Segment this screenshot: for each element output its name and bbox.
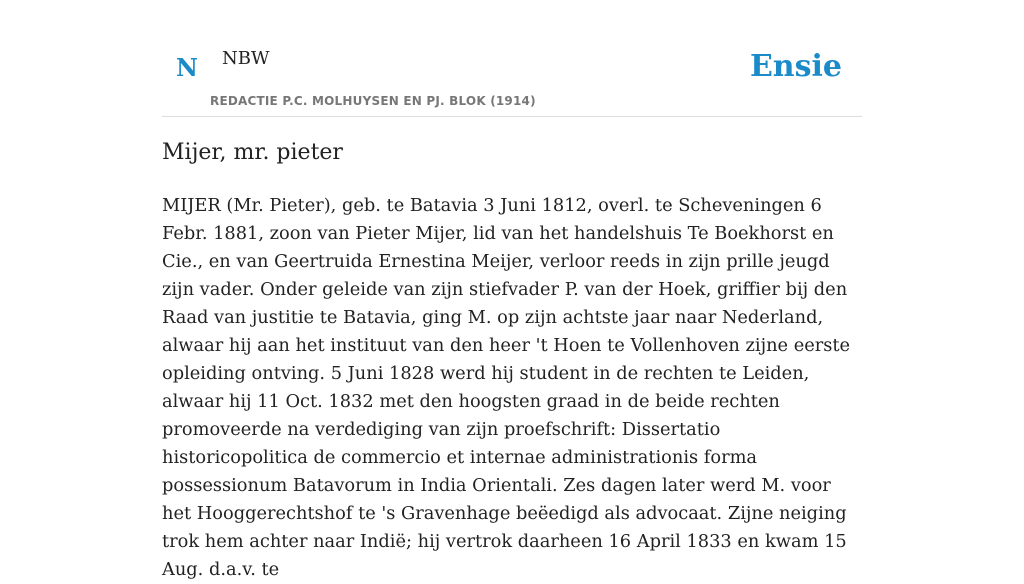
work-logo-icon[interactable]: N [176,53,198,82]
article-title: Mijer, mr. pieter [162,140,343,165]
work-subtitle: REDACTIE P.C. MOLHUYSEN EN PJ. BLOK (1914) [210,94,536,108]
article-body: MIJER (Mr. Pieter), geb. te Batavia 3 Juni 1812, overl. te Scheveningen 6 Febr. 1881, zoon van Pieter Mijer, lid van het handelshuis Te Boekhorst en Cie., en van Geertruida Ernestina Meijer, verloor reeds in zijn prille jeugd zijn vader. Onder geleide van zijn stiefvader P. van der Hoek, griffier bij den Raad van justitie te Batavia, ging M. op zijn achtste jaar naar Nederland, alwaar hij aan het instituut van den heer 't Hoen te Vollenhoven zijne eerste opleiding ontving. 5 Juni 1828 werd hij student in de rechten te Leiden, alwaar hij 11 Oct. 1832 met den hoogsten graad in de beide rechten promoveerde na verdediging van zijn proefschrift: Dissertatio historicopolitica de commercio et internae administrationis forma possessionum Batavorum in India Orientali. Zes dagen later werd M. voor het Hooggerechtshof te 's Gravenhage beëedigd als advocaat. Zijne neiging trok hem achter naar Indië; hij vertrok daarheen 16 April 1833 en kwam 15 Aug. d.a.v. te [162,195,851,580]
header [162,40,862,117]
brand-logo[interactable]: Ensie [749,49,842,84]
work-title[interactable]: NBW [222,48,270,69]
